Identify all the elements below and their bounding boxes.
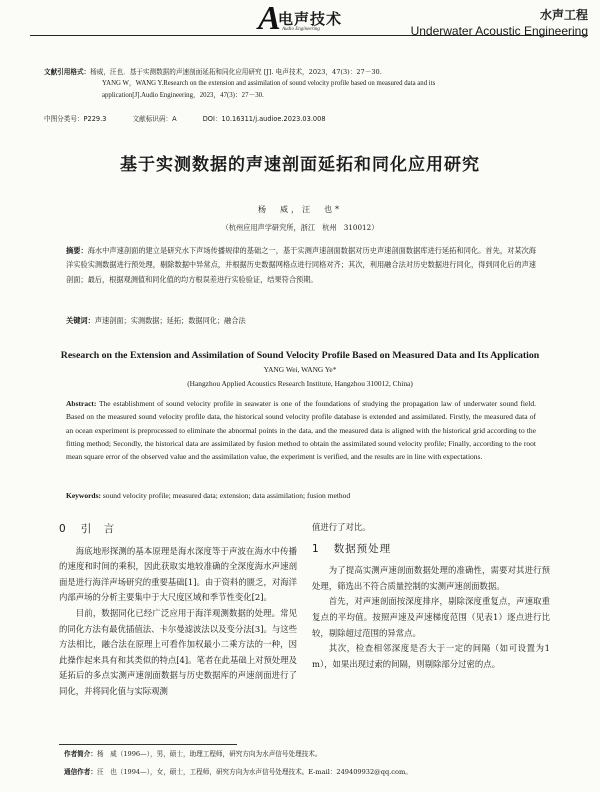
- header-rule: [30, 35, 588, 36]
- journal-section: [411, 6, 588, 38]
- citation-cn: 杨威，汪也．基于实测数据的声速剖面延拓和同化应用研究 [J]. 电声技术，2023，47(3)：27－30.: [90, 68, 382, 76]
- footnote-rule: [59, 744, 237, 745]
- footnote-author-label: 作者简介：: [64, 750, 97, 758]
- abstract-en-label: Abstract:: [66, 399, 97, 408]
- keywords-en-label: Keywords:: [66, 491, 101, 500]
- paragraph: 为了提高实测声速剖面数据处理的准确性，需要对其进行预处理，筛选出不符合质量控制的实测声速剖面数据。: [312, 565, 550, 591]
- page-header: [0, 0, 600, 40]
- footnote-corr-text: 汪 也（1994—），女，硕士，工程师，研究方向为水声信号处理技术。E-mail：249409932@qq.com。: [96, 768, 412, 776]
- affiliation-en: (Hangzhou Applied Acoustics Research Institute, Hangzhou 310012, China): [187, 379, 413, 388]
- section-heading-introduction: [59, 522, 297, 538]
- abstract-cn-label: 摘要：: [66, 246, 88, 255]
- citation-en-line1: YANG W，WANG Y.Research on the extension and assimilation of sound velocity profile based on measured data and its: [102, 80, 436, 88]
- journal-section-en: Underwater Acoustic Engineering: [410, 24, 588, 38]
- doi[interactable]: DOI：10.16311/j.audioe.2023.03.008: [202, 115, 326, 123]
- citation-en-line2: application[J].Audio Engineering，2023，47(3)：27－30.: [102, 92, 264, 100]
- footnote-author-text: 杨 威（1996—），男，硕士，助理工程师，研究方向为水声信号处理技术。: [96, 750, 322, 758]
- footnote-author: [64, 748, 544, 758]
- journal-section-cn: 水声工程: [539, 8, 588, 22]
- abstract-cn: [66, 244, 536, 287]
- keywords-en: [66, 491, 536, 500]
- paper-title-en: Research on the Extension and Assimilation of Sound Velocity Profile Based on Measured Data and Its Application: [60, 350, 540, 361]
- paper-title-cn: 基于实测数据的声速剖面延拓和同化应用研究: [120, 155, 480, 175]
- section-title: 引 言: [80, 523, 116, 535]
- classification-line: [44, 113, 350, 123]
- section-title: 数据预处理: [333, 542, 392, 555]
- citation-block: [44, 66, 556, 103]
- authors-cn: 杨 威，汪 也*: [258, 205, 342, 214]
- journal-logo: [258, 0, 368, 37]
- citation-label: 文献引用格式：: [44, 68, 91, 76]
- keywords-cn-text: 声速剖面；实测数据；延拓；数据同化；融合法: [94, 316, 246, 325]
- authors-en: YANG Wei, WANG Ye*: [263, 365, 337, 374]
- section-heading-preprocessing: [312, 542, 550, 558]
- paragraph: 目前，数据同化已经广泛应用于海洋观测数据的处理。常见的同化方法有最优插值法、卡尔曼滤波法以及变分法[3]。与这些方法相比，融合法在原理上可看作加权最小二乘方法的一种，因此操作起来具有和其类似的特点[4]。笔者在此基础上对预处理及延拓后的多点实测声速剖面数据与历史数据库的声速剖面进行了同化，并将同化值与实际观测: [59, 607, 297, 696]
- abstract-en-text: The establishment of sound velocity profile in seawater is one of the foundations of studying the propagation law of underwater sound field. Based on the measured sound velocity profile data, the historical sound velocity profile database is extended and assimilated. Firstly, the measured data of an ocean experiment is preprocessed to eliminate the abnormal points in the data, and the measured data is aligned with the historical grid according to the fitting method; Secondly, the historical data are assimilated by fusion method to obtain the assimilated sound velocity profile; Finally, according to the root mean square error of the observed value and the assimilation value, the experiment is verified, and the results are in line with expectations.: [66, 399, 536, 462]
- clc-number: 中图分类号：P229.3: [44, 115, 107, 123]
- body-column-right: [312, 520, 550, 672]
- abstract-cn-text: 海水中声速剖面的建立是研究水下声场传播规律的基础之一，基于实测声速剖面数据对历史声速剖面数据库进行延拓和同化。首先，对某次海洋实验实测数据进行预处理，剔除数据中异常点，并根据历史数据网格点进行同格对齐；其次，利用融合法对历史数据进行同化，得到同化后的声速剖面；最后，根据观测值和同化值的均方根误差进行实验验证，结果符合预期。: [66, 246, 536, 284]
- abstract-en: [66, 397, 536, 463]
- logo-letter: A: [258, 0, 281, 37]
- paragraph-continuation: 值进行了对比。: [312, 522, 371, 532]
- paragraph: 海底地形探测的基本原理是海水深度等于声波在海水中传播的速度和时间的乘积，因此获取实地较准确的全深度海水声速剖面是进行海洋声场研究的重要基础[1]。由于资料的匮乏，对海洋内部声场的分析主要集中于大尺度区域和季节性变化[2]。: [59, 545, 297, 603]
- section-number: 0: [59, 523, 67, 535]
- logo-subtitle: Audio Engineering: [282, 27, 320, 32]
- paragraph: 首先，对声速剖面按深度排序，剔除深度重复点，声速取重复点的平均值。按照声速及声速梯度范围（见表1）逐点进行比较，剔除超过范围的异常点。: [312, 596, 550, 638]
- affiliation-cn: （杭州应用声学研究所，浙江 杭州 310012）: [221, 223, 379, 232]
- footnote-corr-label: 通信作者：: [64, 768, 97, 776]
- keywords-cn-label: 关键词：: [66, 316, 95, 325]
- keywords-en-text: sound velocity profile; measured data; extension; data assimilation; fusion method: [101, 491, 351, 500]
- body-column-left: [59, 520, 297, 700]
- footnote-corresponding: [64, 766, 544, 776]
- section-number: 1: [312, 542, 320, 555]
- document-code: 文献标识码：A: [132, 115, 177, 123]
- keywords-cn: [66, 316, 536, 326]
- paragraph: 其次，检查相邻深度是否大于一定的间隔（如可设置为1 m），如果出现过索的间隔，则剔除部分过密的点。: [312, 643, 550, 669]
- logo-text: 电声技术: [278, 10, 343, 28]
